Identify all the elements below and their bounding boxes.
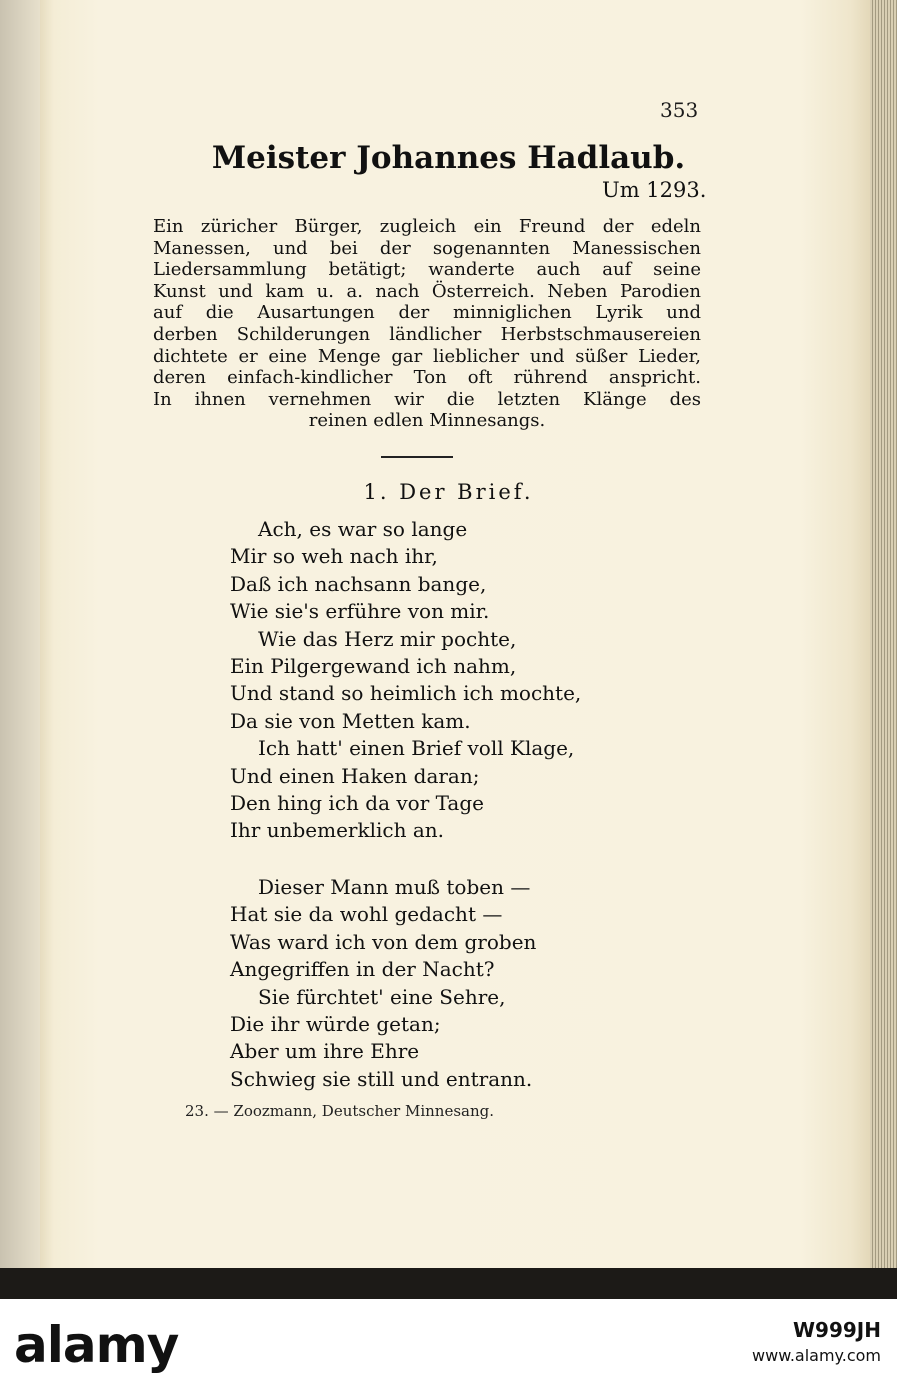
watermark-info [752,1318,881,1365]
poem-line: Hat sie da wohl gedacht — [230,902,503,927]
poem-line: Ich hatt' einen Brief voll Klage, [258,736,575,761]
poem-line: Den hing ich da vor Tage [230,791,484,816]
intro-line: deren einfach-kindlicher Ton oft rührend anspricht. [153,367,701,389]
poem-line: Und stand so heimlich ich mochte, [230,681,582,706]
poem-line: Ein Pilgergewand ich nahm, [230,654,517,679]
intro-line: In ihnen vernehmen wir die letzten Klänge des [153,388,701,410]
poem-title: 1. Der Brief. [363,480,534,504]
poem-line: Daß ich nachsann bange, [230,571,487,596]
left-page-edge [0,0,40,1268]
section-divider [381,456,453,458]
poem-line: Was ward ich von dem groben [230,929,537,954]
poem-line: Wie das Herz mir pochte, [258,626,517,651]
poem-line: Ach, es war so lange [258,517,468,541]
poem-line: Und einen Haken daran; [230,763,480,788]
intro-line: Liedersammlung betätigt; wanderte auch auf seine [153,259,701,281]
poem-line: Schwieg sie still und entrann. [230,1066,533,1091]
footer-signature: 23. — Zoozmann, Deutscher Minnesang. [185,1102,494,1120]
poem-line: Mir so weh nach ihr, [230,544,438,569]
page-stack-edges [870,0,897,1268]
date-line: Um 1293. [602,178,707,202]
poem-line: Angegriffen in der Nacht? [230,957,495,982]
poem-line: Die ihr würde getan; [230,1012,441,1037]
intro-paragraph [153,216,701,432]
poem-line: Sie fürchtet' eine Sehre, [258,984,506,1009]
poem-line: Wie sie's erführe von mir. [230,599,490,624]
poem-line: Aber um ihre Ehre [230,1039,420,1064]
page-title: Meister Johannes Hadlaub. [211,140,686,176]
watermark-url: www.alamy.com [752,1346,881,1365]
book-cover-edge [0,1268,897,1299]
intro-line: Manessen, und bei der sogenannten Manessischen [153,237,701,259]
intro-line: reinen edlen Minnesangs. [308,410,546,432]
poem-line: Ihr unbemerklich an. [230,818,444,843]
image-id: W999JH [793,1318,881,1342]
intro-line: derben Schilderungen ländlicher Herbstschmausereien [153,323,701,345]
page-number: 353 [660,98,699,122]
alamy-logo: alamy [14,1316,179,1374]
poem-stanza-1 [230,516,581,845]
intro-line: Ein züricher Bürger, zugleich ein Freund der edeln [153,216,701,237]
intro-line: dichtete er eine Menge gar lieblicher und süßer Lieder, [153,345,701,367]
poem-line: Dieser Mann muß toben — [258,875,531,899]
intro-line: Kunst und kam u. a. nach Österreich. Neben Parodien [153,280,701,302]
poem-line: Da sie von Metten kam. [230,708,471,733]
poem-stanza-2 [230,874,536,1093]
intro-line: auf die Ausartungen der minniglichen Lyrik und [153,302,701,324]
